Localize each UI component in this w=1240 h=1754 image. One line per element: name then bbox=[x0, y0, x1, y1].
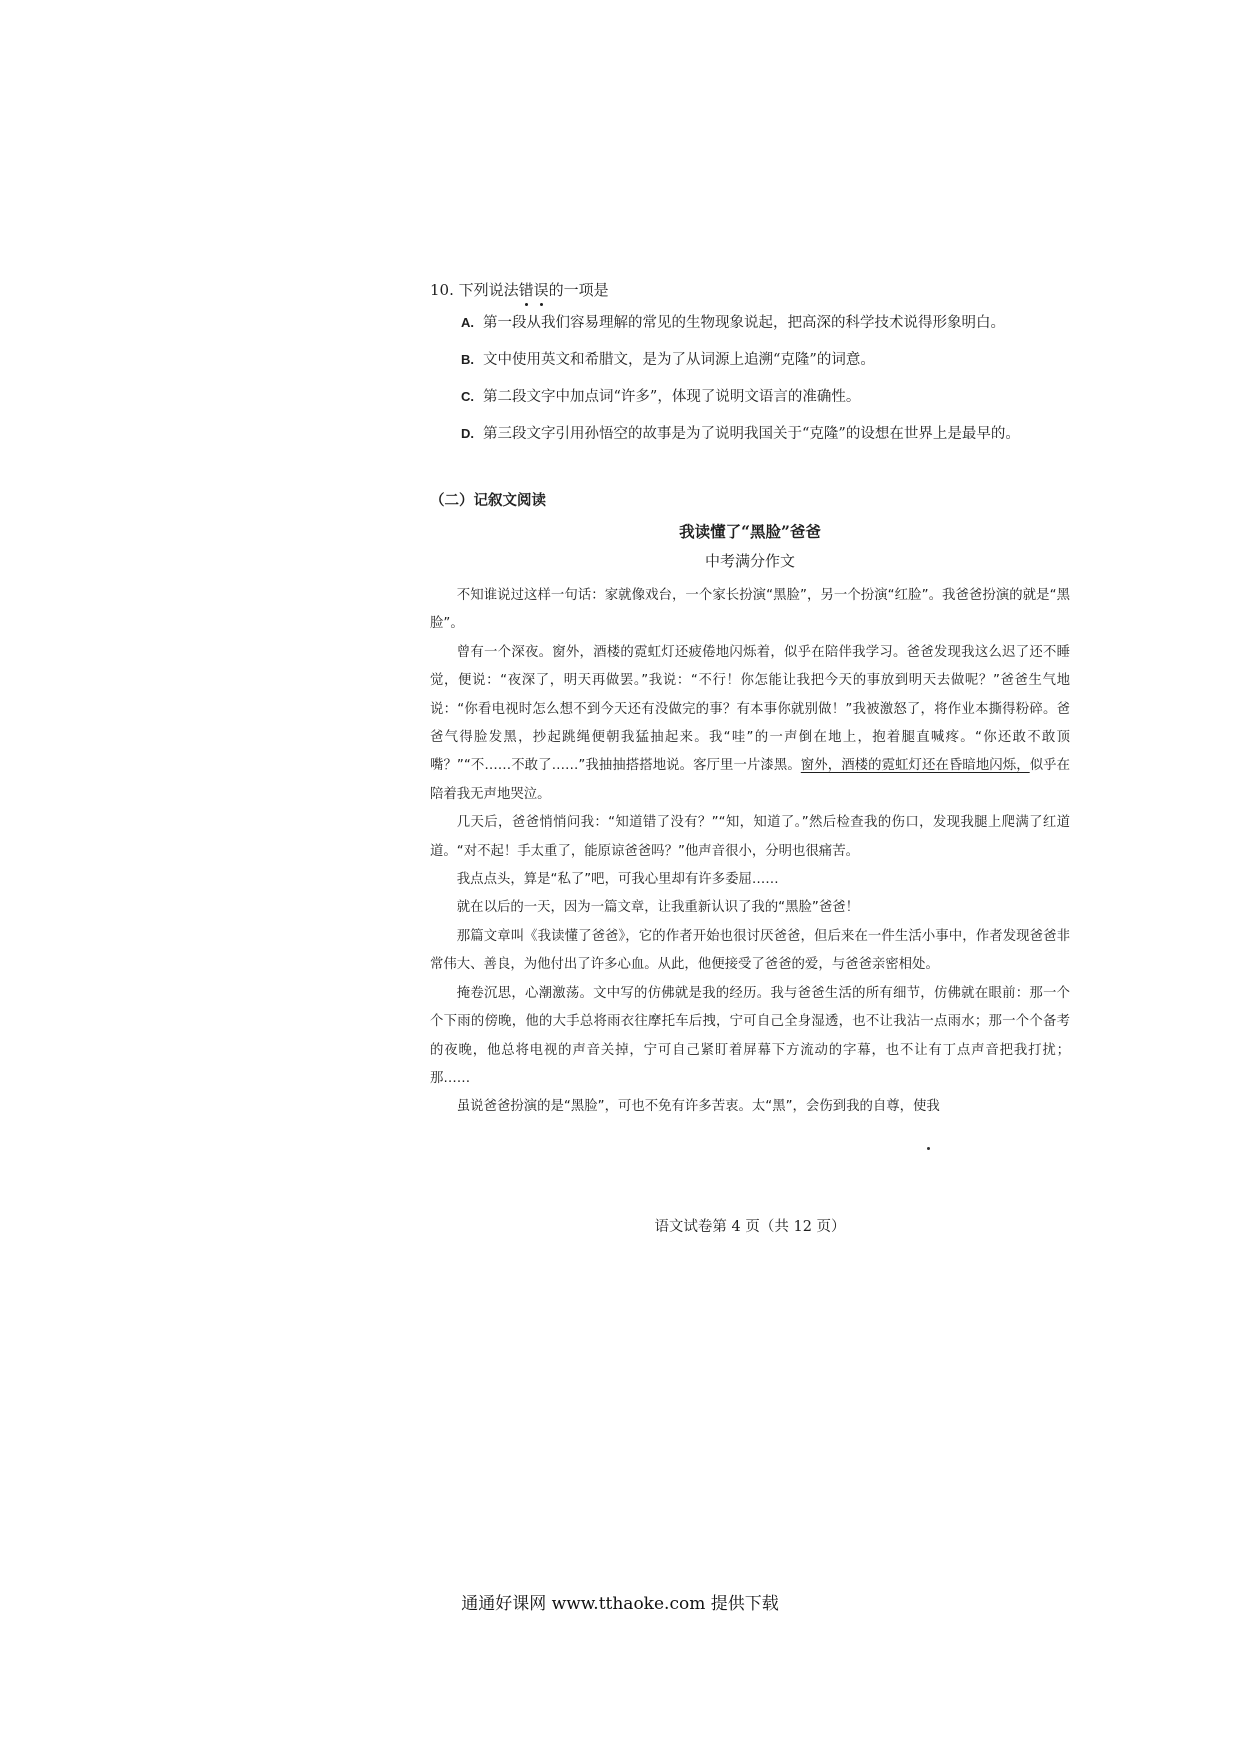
essay-paragraph: 不知谁说过这样一句话：家就像戏台，一个家长扮演“黑脸”，另一个扮演“红脸”。我爸爸扮演的就是“黑脸”。 bbox=[430, 588, 1070, 632]
option-text: 第三段文字引用孙悟空的故事是为了说明我国关于“克隆”的设想在世界上是最早的。 bbox=[483, 426, 1020, 442]
option-text: 文中使用英文和希腊文，是为了从词源上追溯“克隆”的词意。 bbox=[483, 352, 875, 368]
option-key: B. bbox=[461, 352, 474, 367]
essay-paragraph: 就在以后的一天，因为一篇文章，让我重新认识了我的“黑脸”爸爸！ bbox=[456, 900, 859, 916]
essay-title: 我读懂了“黑脸”爸爸 bbox=[679, 522, 821, 541]
section-heading: （二）记叙文阅读 bbox=[430, 492, 546, 509]
stem-text-after: 的一项是 bbox=[548, 281, 609, 299]
download-footer: 通通好课网 www.tthaoke.com 提供下载 bbox=[461, 1594, 779, 1614]
option-d bbox=[461, 423, 1070, 445]
essay-paragraph: 我点点头，算是“私了”吧，可我心里却有许多委屈…… bbox=[456, 872, 779, 888]
stem-text-before: 10. 下列说法 bbox=[430, 281, 519, 299]
scan-speck bbox=[927, 1147, 930, 1150]
essay-paragraph bbox=[430, 639, 1070, 809]
essay-paragraph: 虽说爸爸扮演的是“黑脸”，可也不免有许多苦衷。太“黑”，会伤到我的自尊，使我 bbox=[456, 1099, 940, 1115]
essay-paragraph: 那篇文章叫《我读懂了爸爸》，它的作者开始也很讨厌爸爸，但后来在一件生活小事中，作者发现爸爸非常伟大、善良，为他付出了许多心血。从此，他便接受了爸爸的爱，与爸爸亲密相处。 bbox=[430, 928, 1070, 973]
emphasis-dot-char: 错 bbox=[518, 281, 534, 299]
option-c bbox=[461, 386, 1070, 408]
essay-subtitle: 中考满分作文 bbox=[704, 552, 795, 570]
question-10 bbox=[430, 279, 1070, 460]
option-text: 第一段从我们容易理解的常见的生物现象说起，把高深的科学技术说得形象明白。 bbox=[483, 315, 1005, 331]
option-a bbox=[461, 312, 1070, 334]
option-key: D. bbox=[461, 426, 474, 441]
emphasis-dot-char: 误 bbox=[533, 281, 549, 299]
option-key: A. bbox=[461, 315, 474, 330]
essay-paragraph: 掩卷沉思，心潮激荡。文中写的仿佛就是我的经历。我与爸爸生活的所有细节，仿佛就在眼前：那一个个下雨的傍晚，他的大手总将雨衣往摩托车后拽，宁可自己全身湿透，也不让我沾一点雨水；那一个个备考的夜晚，他总将电视的声音关掉，宁可自己紧盯着屏幕下方流动的字幕，也不让有丁点声音把我打扰；那…… bbox=[430, 985, 1070, 1086]
paragraph-text: 似乎在陪着我无声地哭泣。 bbox=[430, 758, 1071, 802]
underlined-sentence: 窗外，酒楼的霓虹灯还在昏暗地闪烁， bbox=[800, 758, 1030, 774]
option-key: C. bbox=[461, 389, 474, 404]
essay-body bbox=[430, 582, 1070, 1122]
option-text: 第二段文字中加点词“许多”，体现了说明文语言的准确性。 bbox=[483, 389, 861, 405]
option-b bbox=[461, 349, 1070, 371]
essay-paragraph: 几天后，爸爸悄悄问我：“知道错了没有？”“知，知道了。”然后检查我的伤口，发现我腿上爬满了红道道。“对不起！手太重了，能原谅爸爸吗？”他声音很小，分明也很痛苦。 bbox=[430, 815, 1070, 859]
page-number: 语文试卷第 4 页（共 12 页） bbox=[654, 1219, 846, 1235]
paragraph-text: 曾有一个深夜。窗外，酒楼的霓虹灯还疲倦地闪烁着，似乎在陪伴我学习。爸爸发现我这么迟了还不睡觉，便说：“夜深了，明天再做罢。”我说：“不行！你怎能让我把今天的事放到明天去做呢？”爸爸生气地说：“你看电视时怎么想不到今天还有没做完的事？有本事你就别做！”我被激怒了，将作业本撕得粉碎。爸爸气得脸发黑，抄起跳绳便朝我猛抽起来。我“哇”的一声倒在地上，抱着腿直喊疼。“你还敢不敢顶嘴？”“不……不敢了……”我抽抽搭搭地说。客厅里一片漆黑。 bbox=[430, 644, 1070, 774]
question-stem bbox=[430, 279, 1070, 301]
